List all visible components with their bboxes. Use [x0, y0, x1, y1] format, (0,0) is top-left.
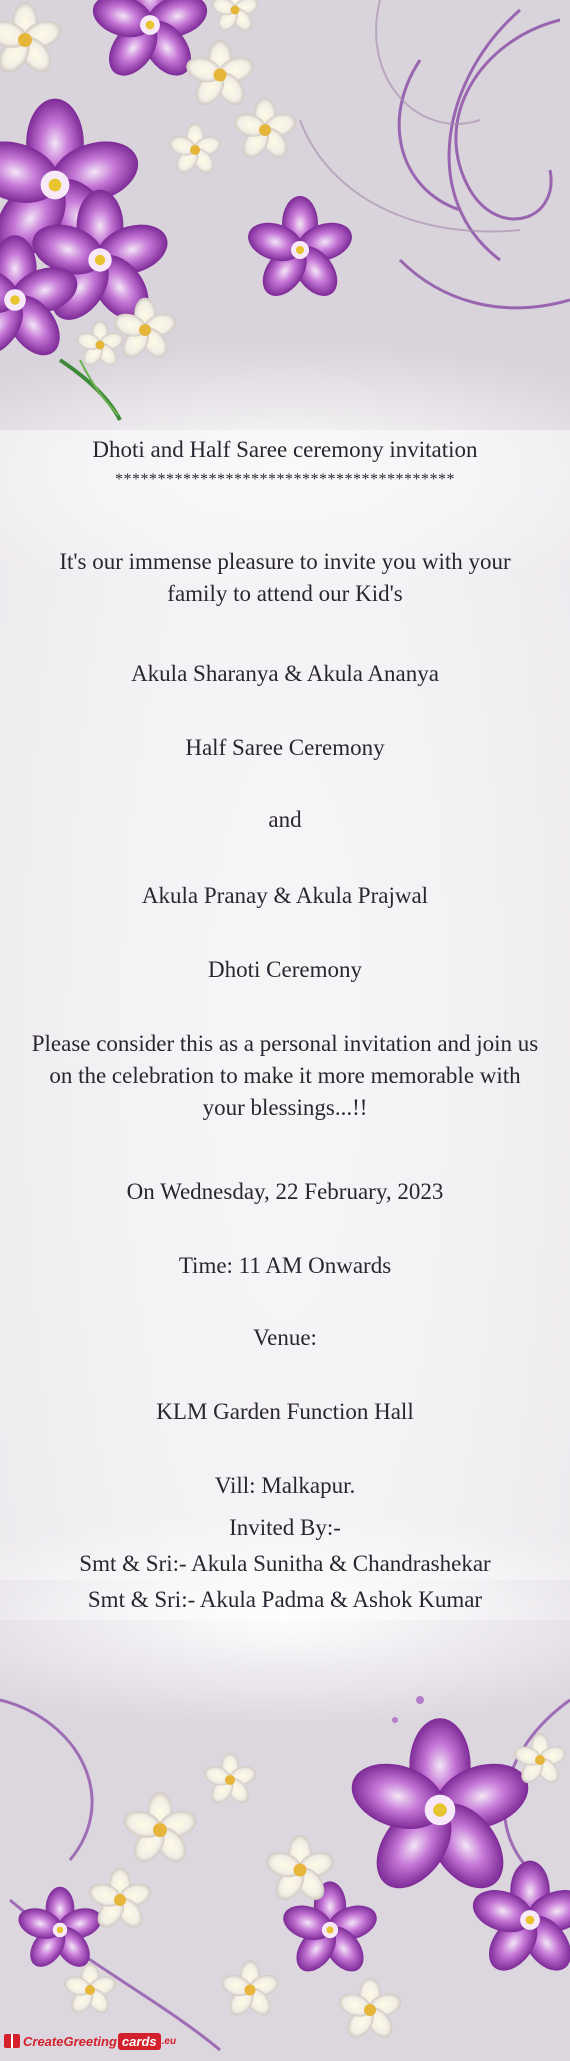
invitation-title: Dhoti and Half Saree ceremony invitation — [92, 437, 478, 462]
invited-by-label: Invited By:- — [229, 1515, 341, 1540]
dhoti-ceremony-label: Dhoti Ceremony — [208, 957, 362, 982]
half-saree-ceremony-label: Half Saree Ceremony — [185, 735, 385, 760]
half-saree-names: Akula Sharanya & Akula Ananya — [131, 661, 439, 686]
event-date: On Wednesday, 22 February, 2023 — [126, 1179, 444, 1204]
venue-place: Vill: Malkapur. — [214, 1473, 356, 1498]
intro-text: It's our immense pleasure to invite you with your family to attend our Kid's — [59, 549, 511, 606]
brand-logo[interactable] — [4, 2027, 176, 2055]
brand-part-3: .eu — [161, 2035, 177, 2047]
gift-icon — [4, 2034, 20, 2048]
brand-part-1: CreateGreeting — [23, 2033, 117, 2049]
event-time: Time: 11 AM Onwards — [178, 1253, 392, 1278]
brand-part-2: cards — [118, 2033, 161, 2050]
host-line-2: Smt & Sri:- Akula Padma & Ashok Kumar — [87, 1587, 483, 1612]
title-divider: **************************************** — [115, 471, 455, 488]
venue-label: Venue: — [253, 1325, 317, 1350]
dhoti-names: Akula Pranay & Akula Prajwal — [141, 883, 429, 908]
invitation-message: Please consider this as a personal invitation and join us on the celebration to make it more memorable with your blessings...!! — [31, 1031, 539, 1120]
host-line-1: Smt & Sri:- Akula Sunitha & Chandrashekar — [79, 1551, 491, 1576]
and-text: and — [268, 807, 302, 832]
venue-name: KLM Garden Function Hall — [156, 1399, 414, 1424]
